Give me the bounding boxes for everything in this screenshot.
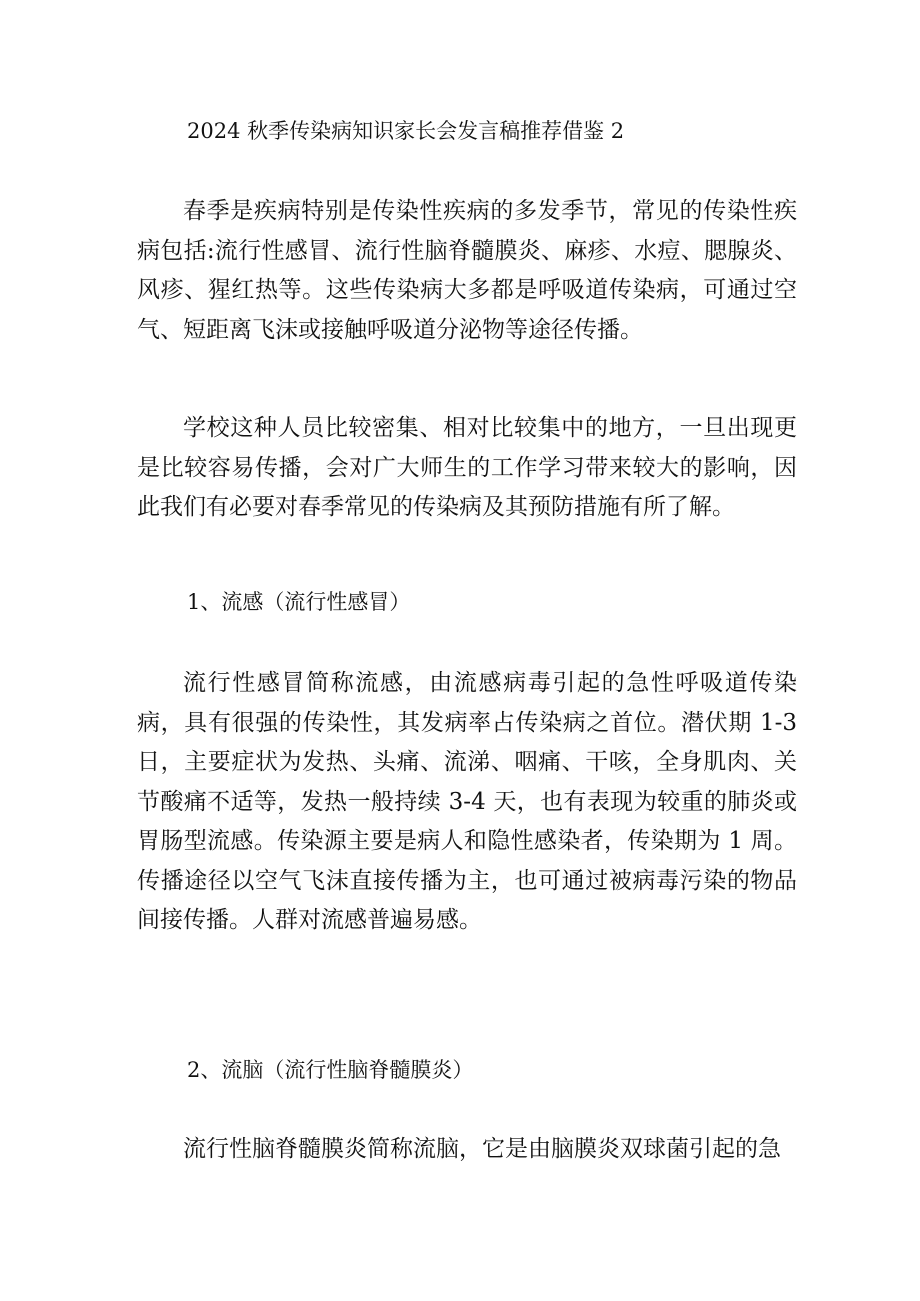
section-heading-meningitis: 2、流脑（流行性脑脊髓膜炎） (187, 1058, 474, 1082)
paragraph-influenza: 流行性感冒简称流感，由流感病毒引起的急性呼吸道传染病，具有很强的传染性，其发病率占传染病之首位。潜伏期 1-3 日，主要症状为发热、头痛、流涕、咽痛、干咳，全身肌肉、关节酸痛不适等，发热一般持续 3-4 天，也有表现为较重的肺炎或胃肠型流感。传染源主要是病人和隐性感染者，传染期为 1 周。传播途径以空气飞沫直接传播为主，也可通过被病毒污染的物品间接传播。人群对流感普遍易感。 (137, 670, 797, 933)
section-heading-influenza: 1、流感（流行性感冒） (187, 590, 411, 614)
paragraph-meningitis: 流行性脑脊髓膜炎简称流脑，它是由脑膜炎双球菌引起的急 (183, 1136, 781, 1162)
paragraph-spring-diseases: 春季是疾病特别是传染性疾病的多发季节，常见的传染性疾病包括:流行性感冒、流行性脑脊髓膜炎、麻疹、水痘、腮腺炎、风疹、猩红热等。这些传染病大多都是呼吸道传染病，可通过空气、短距离飞沫或接触呼吸道分泌物等途径传播。 (137, 198, 797, 343)
document-title: 2024 秋季传染病知识家长会发言稿推荐借鉴 2 (187, 119, 625, 143)
paragraph-school-spread: 学校这种人员比较密集、相对比较集中的地方，一旦出现更是比较容易传播，会对广大师生的工作学习带来较大的影响，因此我们有必要对春季常见的传染病及其预防措施有所了解。 (137, 415, 797, 520)
